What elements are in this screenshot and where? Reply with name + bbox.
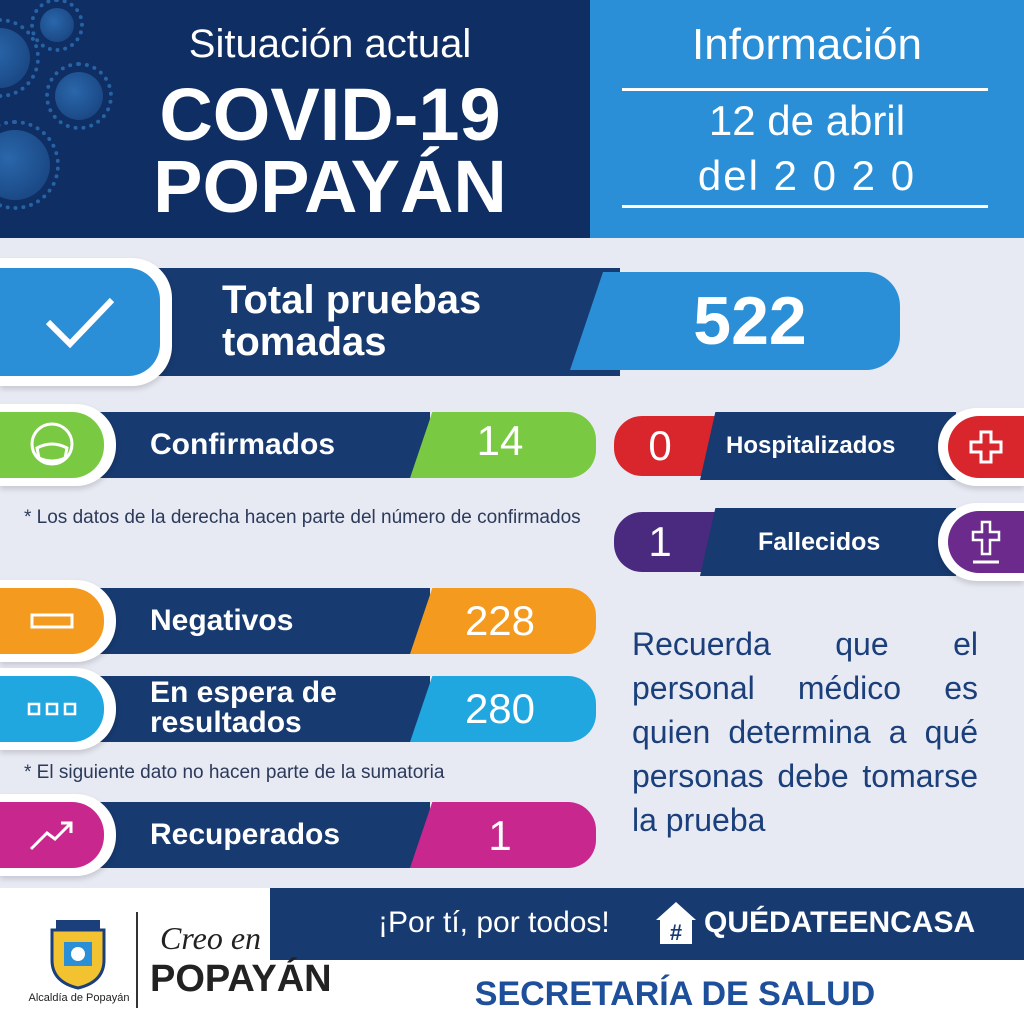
espera-label-1: En espera de [150,676,337,709]
fallecidos-value: 1 [648,518,672,565]
trend-up-icon [0,802,104,868]
svg-text:#: # [669,920,683,945]
header-subtitle: Situación actual [188,22,472,66]
footer-slogan: ¡Por tí, por todos! [378,906,610,939]
confirmados-label: Confirmados [150,428,336,461]
recuperados-icon-box [0,794,116,876]
date-line1: 12 de abril [708,97,906,144]
recuperados-label: Recuperados [150,818,341,851]
fallecidos-icon-box [938,503,1024,581]
virus-icon [55,72,103,120]
espera-label-2: resultados [150,706,302,739]
hospitalizados-label: Hospitalizados [726,432,896,459]
house-hashtag-icon [654,900,698,946]
tombstone-cross-icon [948,511,1024,573]
virus-icon [40,8,74,42]
total-value: 522 [693,283,807,359]
total-icon-box [0,258,172,386]
fallecidos-label: Fallecidos [758,527,881,556]
creo-en-text: Creo en [160,920,262,956]
virus-icon [0,130,50,200]
minus-icon [0,588,104,654]
coat-of-arms-logo [46,916,110,990]
alcaldia-label: Alcaldía de Popayán [28,992,130,1004]
hospitalizados-value: 0 [648,422,672,469]
face-mask-icon [0,412,104,478]
negativos-value: 228 [464,597,536,644]
recuperados-value: 1 [488,812,512,859]
check-icon [0,268,160,376]
footer-hashtag: QUÉDATEENCASA [704,906,976,939]
info-title: Información [692,20,922,69]
negativos-icon-box [0,580,116,662]
medical-cross-icon [948,416,1024,478]
espera-value: 280 [464,685,536,732]
confirmados-value: 14 [476,417,524,464]
total-label-1: Total pruebas [222,278,482,322]
reminder-text: Recuerda que el personal médico es quien determina a qué personas debe tomarse la prueba [632,626,978,838]
secretaria-title: SECRETARÍA DE SALUD [474,975,876,1013]
footer-divider [136,912,138,1008]
header-title-city: POPAYÁN [153,145,507,228]
total-label-2: tomadas [222,320,387,364]
negativos-label: Negativos [150,604,294,637]
header-title-covid: COVID-19 [159,73,501,156]
confirmados-icon-box [0,404,116,486]
creo-popayan-text: POPAYÁN [150,958,332,1000]
espera-icon-box [0,668,116,750]
virus-icon [0,28,30,88]
date-line2: del 2 0 2 0 [697,152,917,199]
divider [622,88,988,91]
note-derecha: * Los datos de la derecha hacen parte del número de confirmados [24,507,581,528]
ellipsis-icon [0,676,104,742]
note-sumatoria: * El siguiente dato no hacen parte de la sumatoria [24,762,445,783]
hospitalizados-icon-box [938,408,1024,486]
divider [622,205,988,208]
